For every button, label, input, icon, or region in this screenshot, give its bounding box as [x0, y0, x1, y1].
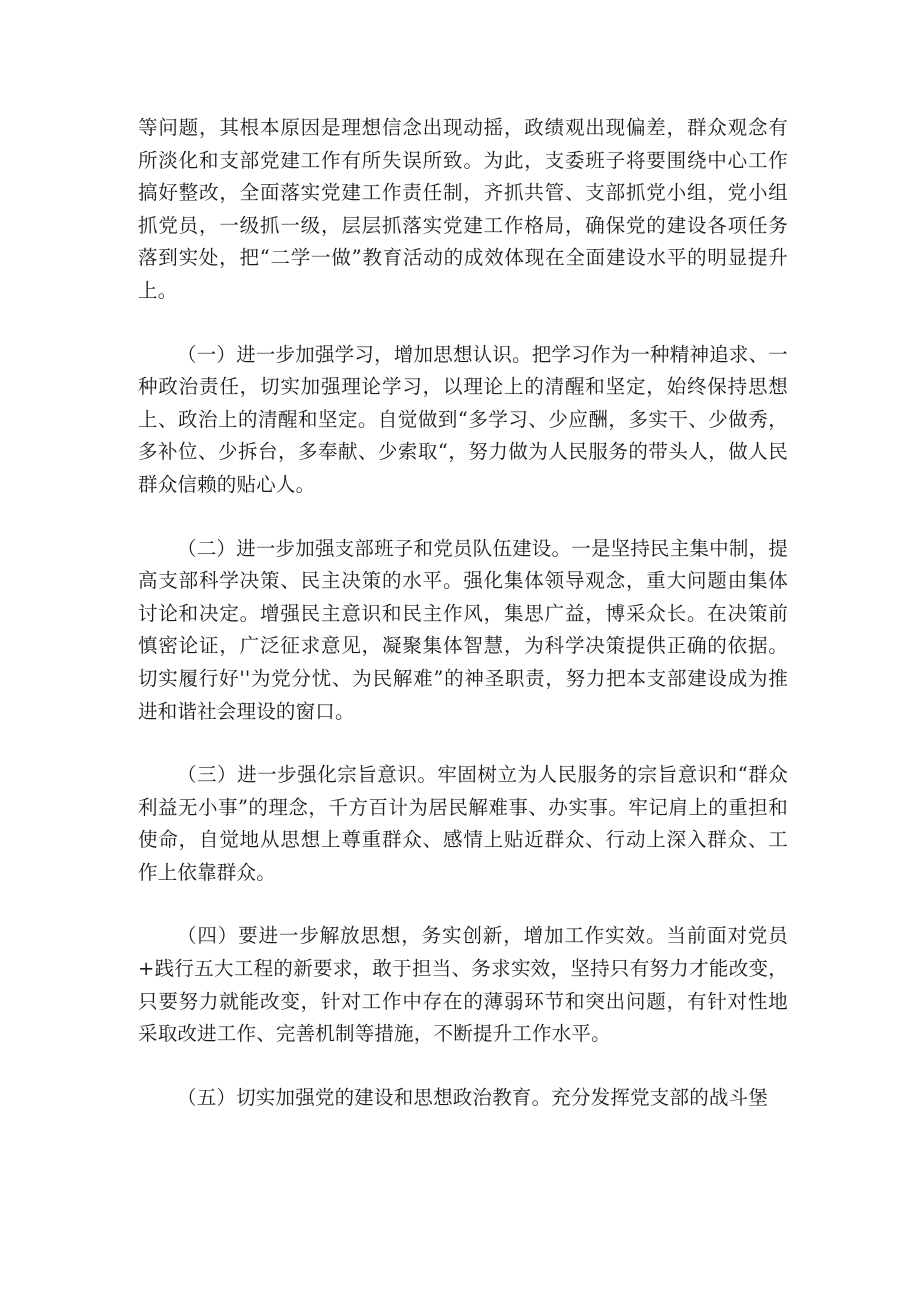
- paragraph-section-5: （五）切实加强党的建设和思想政治教育。充分发挥党支部的战斗堡: [177, 1085, 769, 1109]
- paragraph-section-1: （一）进一步加强学习，增加思想认识。把学习作为一种精神追求、一种政治责任，切实加强理论学习，以理论上的清醒和坚定，始终保持思想上、政治上的清醒和坚定。自觉做到“多学习、少应酬，多实干、少做秀，多补位、少拆台，多奉献、少索取“，努力做为人民服务的带头人，做人民群众信赖的贴心人。: [138, 342, 788, 496]
- paragraph-section-2: （二）进一步加强支部班子和党员队伍建设。一是坚持民主集中制，提高支部科学决策、民主决策的水平。强化集体领导观念，重大问题由集体讨论和决定。增强民主意识和民主作风，集思广益，博采众长。在决策前慎密论证，广泛征求意见，凝聚集体智慧，为科学决策提供正确的依据。切实履行好''为党分忧、为民解难”的神圣职责，努力把本支部建设成为推进和谐社会理设的窗口。: [138, 536, 788, 723]
- paragraph-section-4: （四）要进一步解放思想，务实创新，增加工作实效。当前面对党员+践行五大工程的新要求，敢于担当、务求实效，坚持只有努力才能改变，只要努力就能改变，针对工作中存在的薄弱环节和突出问题，有针对性地采取改进工作、完善机制等措施，不断提升工作水平。: [138, 924, 788, 1046]
- document-body: [138, 112, 788, 1145]
- paragraph-continuation: 等问题，其根本原因是理想信念出现动摇，政绩观出现偏差，群众观念有所淡化和支部党建工作有所失误所致。为此，支委班子将要围绕中心工作搞好整改，全面落实党建工作责任制，齐抓共管、支部抓党小组，党小组抓党员，一级抓一级，层层抓落实党建工作格局，确保党的建设各项任务落到实处，把“二学一做”教育活动的成效体现在全面建设水平的明显提升上。: [138, 116, 788, 302]
- paragraph-section-3: （三）进一步强化宗旨意识。牢固树立为人民服务的宗旨意识和“群众利益无小事”的理念，千方百计为居民解难事、办实事。牢记肩上的重担和使命，自觉地从思想上尊重群众、感情上贴近群众、行动上深入群众、工作上依靠群众。: [138, 763, 788, 884]
